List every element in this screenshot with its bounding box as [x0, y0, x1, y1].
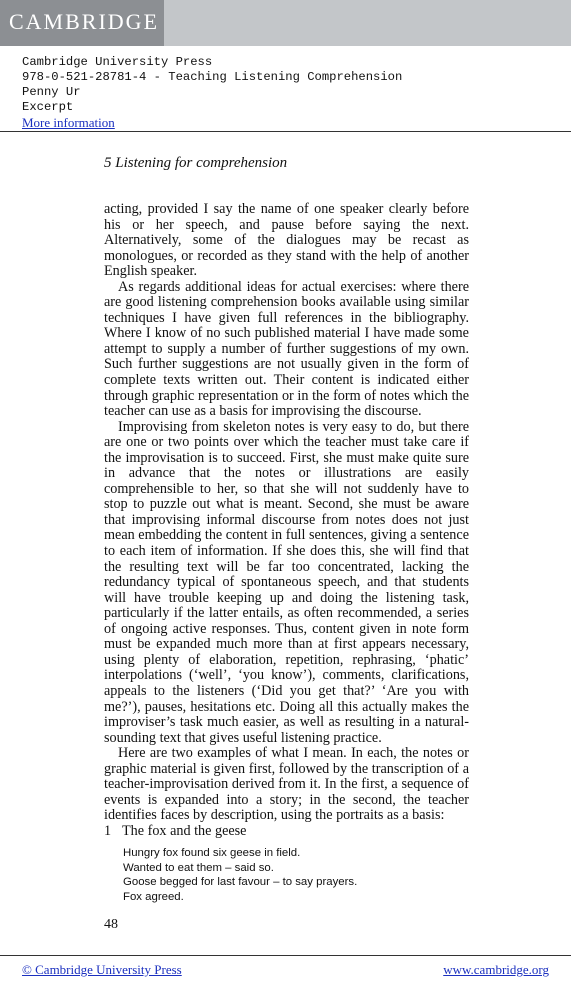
example-title: The fox and the geese — [122, 823, 247, 839]
note-line: Goose begged for last favour – to say prayers. — [123, 876, 358, 888]
paragraph: Improvising from skeleton notes is very easy to do, but there are one or two points over which the teacher must take care if the improvisation is to succeed. First, she must make quite sure in advance that the notes or illustrations are easily comprehensible to her, so that she will not suddenly have to stop to puzzle out what is meant. Second, she must be aware that improvising informal discourse from notes does not just mean embedding the content in full sentences, giving a sentence to each item of information. If she does this, she will find that the resulting text will be far too concentrated, lacking the redundancy typical of spontaneous speech, and that students will have trouble keeping up and doing the listening task, particularly if the latter entails, as often recommended, a series of ongoing active responses. Thus, content given in note form must be expanded much more than at first appears necessary, using plenty of elaboration, repetition, rephrasing, ‘phatic’ interpolations (‘well’, ‘you know’), comments, clarifications, appeals to the listeners (‘Did you get that?’ ‘Are you with me?’), pauses, hesitations etc. Doing all this actually makes the improviser’s task much easier, as well as resulting in a natural-sounding text that gives useful listening practice. — [104, 418, 469, 746]
website-link[interactable]: www.cambridge.org — [443, 962, 549, 977]
banner-logo-block — [0, 0, 164, 46]
top-divider — [0, 131, 571, 132]
cambridge-logo[interactable]: CAMBRIDGE — [9, 9, 160, 34]
isbn-title-line: 978-0-521-28781-4 - Teaching Listening Comprehension — [22, 70, 403, 84]
note-line: Hungry fox found six geese in field. — [123, 847, 301, 859]
more-information-link[interactable]: More information — [22, 115, 115, 130]
copyright-link[interactable]: © Cambridge University Press — [22, 962, 182, 977]
running-head: 5 Listening for comprehension — [104, 155, 288, 171]
note-line: Wanted to eat them – said so. — [123, 861, 274, 874]
publisher-line: Cambridge University Press — [22, 55, 213, 69]
skeleton-notes — [123, 846, 357, 904]
example-number: 1 — [104, 823, 112, 839]
excerpt-line: Excerpt — [22, 100, 74, 114]
bottom-divider — [0, 955, 571, 956]
example-heading — [104, 823, 246, 840]
paragraph: acting, provided I say the name of one speaker clearly before his or her speech, and pause before saying the next. Alternatively, some of the dialogues may be recast as monologues, or recorded as they stand with the help of another English speaker. — [104, 201, 469, 280]
paragraph: Here are two examples of what I mean. In each, the notes or graphic material is given first, followed by the transcription of a teacher-improvisation derived from it. In the first, a sequence of events is expanded into a story; in the second, the teacher identifies faces by description, using the portraits as a basis: — [104, 745, 469, 824]
page-number: 48 — [104, 917, 118, 932]
banner-fill — [164, 0, 571, 46]
paragraph: As regards additional ideas for actual exercises: where there are good listening comprehension books available using similar techniques I have given full references in the bibliography. Where I know of no such published material I have made some attempt to supply a number of further suggestions of my own. Such further suggestions are not usually given in the form of complete texts written out. Their content is indicated either through graphic representation or in the form of notes which the teacher can use as a basis for improvising the discourse. — [104, 278, 469, 420]
body-text — [104, 202, 469, 824]
book-metadata — [22, 55, 402, 132]
note-line: Fox agreed. — [123, 890, 184, 903]
header-banner — [0, 0, 571, 46]
author-line: Penny Ur — [22, 85, 81, 99]
